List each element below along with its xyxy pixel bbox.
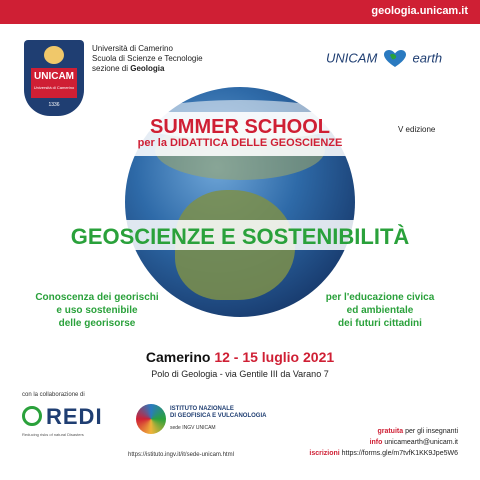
enrollment-label: iscrizioni bbox=[309, 450, 340, 457]
ingv-sede: sede INGV UNICAM bbox=[170, 425, 216, 431]
logo-year: 1336 bbox=[48, 102, 60, 108]
registration-info: gratuita per gli insegnanti info unicamearth@unicam.it iscrizioni https://forms.gle/m7tvfK1KK9Jpe5W6 bbox=[309, 428, 458, 457]
info-email[interactable]: unicamearth@unicam.it bbox=[382, 439, 458, 446]
left-tagline: Conoscenza dei georischi e uso sostenibile delle georisorse bbox=[35, 292, 159, 329]
ingv-name: ISTITUTO NAZIONALE DI GEOFISICA E VULCANOLOGIA bbox=[170, 406, 267, 419]
enrollment-link[interactable]: https://forms.gle/m7tvfK1KK9Jpe5W6 bbox=[339, 450, 458, 457]
logo-subtitle: Università di Camerino bbox=[33, 85, 75, 90]
right-tagline: per l'educazione civica ed ambientale dei futuri cittadini bbox=[325, 292, 435, 329]
website-url[interactable]: geologia.unicam.it bbox=[371, 5, 468, 17]
main-title: GEOSCIENZE E SOSTENIBILITÀ bbox=[70, 224, 410, 249]
unicam-earth-logo bbox=[326, 50, 442, 68]
logo-name: UNICAM bbox=[34, 71, 74, 82]
redi-icon bbox=[22, 406, 42, 426]
ingv-link[interactable]: https://istituto.ingv.it/it/sede-unicam.html bbox=[128, 452, 234, 458]
redi-subtitle: Reducing risks of natural Disasters bbox=[22, 432, 84, 437]
unicam-earth-right: earth bbox=[412, 50, 443, 66]
university-line-1: Università di Camerino bbox=[92, 44, 173, 53]
heart-globe-icon bbox=[384, 50, 406, 68]
university-department: Geologia bbox=[130, 64, 165, 73]
university-line-2: Scuola di Scienze e Tecnologie bbox=[92, 54, 203, 63]
unicam-logo bbox=[24, 40, 84, 116]
university-info bbox=[92, 44, 203, 74]
crest-icon bbox=[44, 46, 64, 64]
event-dates bbox=[0, 349, 480, 365]
unicam-earth-left: UNICAM bbox=[326, 50, 378, 66]
edition-label: V edizione bbox=[398, 125, 436, 134]
university-line-3: sezione di bbox=[92, 64, 131, 73]
ingv-icon bbox=[136, 404, 166, 434]
info-free-label: gratuita bbox=[377, 428, 404, 435]
summer-school-title: SUMMER SCHOOL bbox=[150, 116, 330, 138]
event-place: Polo di Geologia - via Gentile III da Varano 7 bbox=[151, 369, 329, 379]
summer-school-subtitle: per la DIDATTICA DELLE GEOSCIENZE bbox=[137, 137, 343, 149]
info-label: info bbox=[369, 439, 383, 446]
top-bar bbox=[0, 0, 480, 24]
redi-logo-text: REDI bbox=[46, 404, 103, 429]
event-city: Camerino bbox=[145, 349, 211, 365]
event-date-range: 12 - 15 luglio 2021 bbox=[214, 349, 335, 365]
collaboration-label: con la collaborazione di bbox=[22, 392, 85, 398]
